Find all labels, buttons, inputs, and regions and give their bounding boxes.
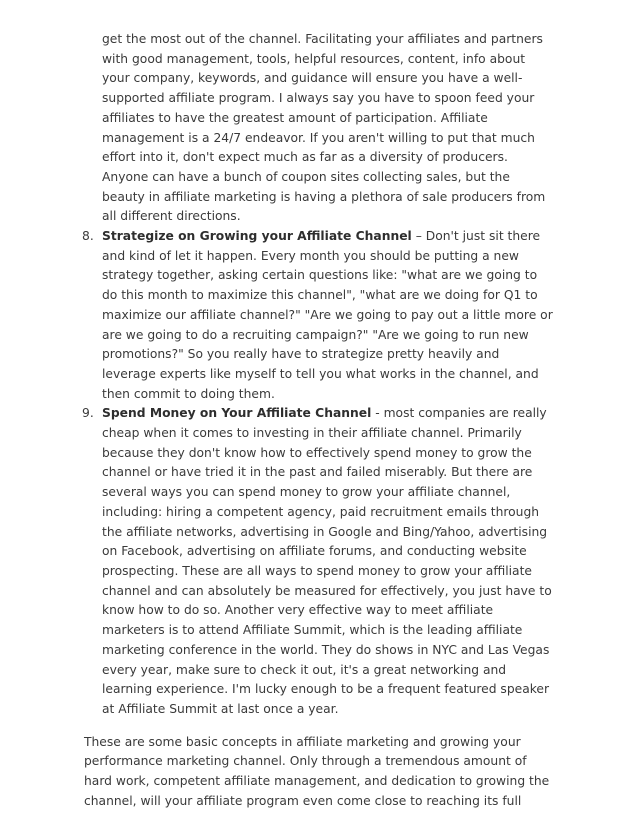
list-number: 9. [82,406,94,421]
list-number: 8. [82,229,94,244]
list-item-7-continuation: get the most out of the channel. Facilitating your affiliates and partners with good management, tools, helpful resources, content, info about your company, keywords, and guidance will ensure you have a well-supported affiliate program. I always say you have to spoon feed your affiliates to have the greatest amount of participation. Affiliate management is a 24/7 endeavor. If you aren't willing to put that much effort into it, don't expect much as far as a diversity of producers. Anyone can have a bunch of coupon sites collecting sales, but the beauty in affiliate marketing is having a plethora of sale producers from all different directions. [102,32,546,224]
list-item-9 [84,404,554,719]
item-heading: Strategize on Growing your Affiliate Channel [102,229,412,244]
numbered-list [84,227,554,720]
list-item-8 [84,227,554,404]
item-body: – Don't just sit there and kind of let it happen. Every month you should be putting a new strategy together, asking certain questions like: "what are we going to do this month to maximize this channel", "what are we doing for Q1 to maximize our affiliate channel?" "Are we going to pay out a little more or are we going to do a recruiting campaign?" "Are we going to run new promotions?" So you really have to strategize pretty heavily and leverage experts like myself to tell you what works in the channel, and then commit to doing them. [102,229,553,401]
document-page [84,30,554,811]
item-body: - most companies are really cheap when it comes to investing in their affiliate channel. Primarily because they don't know how to effectively spend money to grow the channel or have tried it in the past and failed miserably. But there are several ways you can spend money to grow your affiliate channel, including: hiring a competent agency, paid recruitment emails through the affiliate networks, advertising in Google and Bing/Yahoo, advertising on Facebook, advertising on affiliate forums, and conducting website prospecting. These are all ways to spend money to grow your affiliate channel and can absolutely be measured for effectively, you just have to know how to do so. Another very effective way to meet affiliate marketers is to attend Affiliate Summit, which is the leading affiliate marketing conference in the world. They do shows in NYC and Las Vegas every year, make sure to check it out, it's a great networking and learning experience. I'm lucky enough to be a frequent featured speaker at Affiliate Summit at last once a year. [102,406,552,716]
closing-paragraph: These are some basic concepts in affiliate marketing and growing your performance marketing channel. Only through a tremendous amount of hard work, competent affiliate management, and dedication to growing the channel, will your affiliate program even come close to reaching its full [84,734,550,808]
item-heading: Spend Money on Your Affiliate Channel [102,406,372,421]
